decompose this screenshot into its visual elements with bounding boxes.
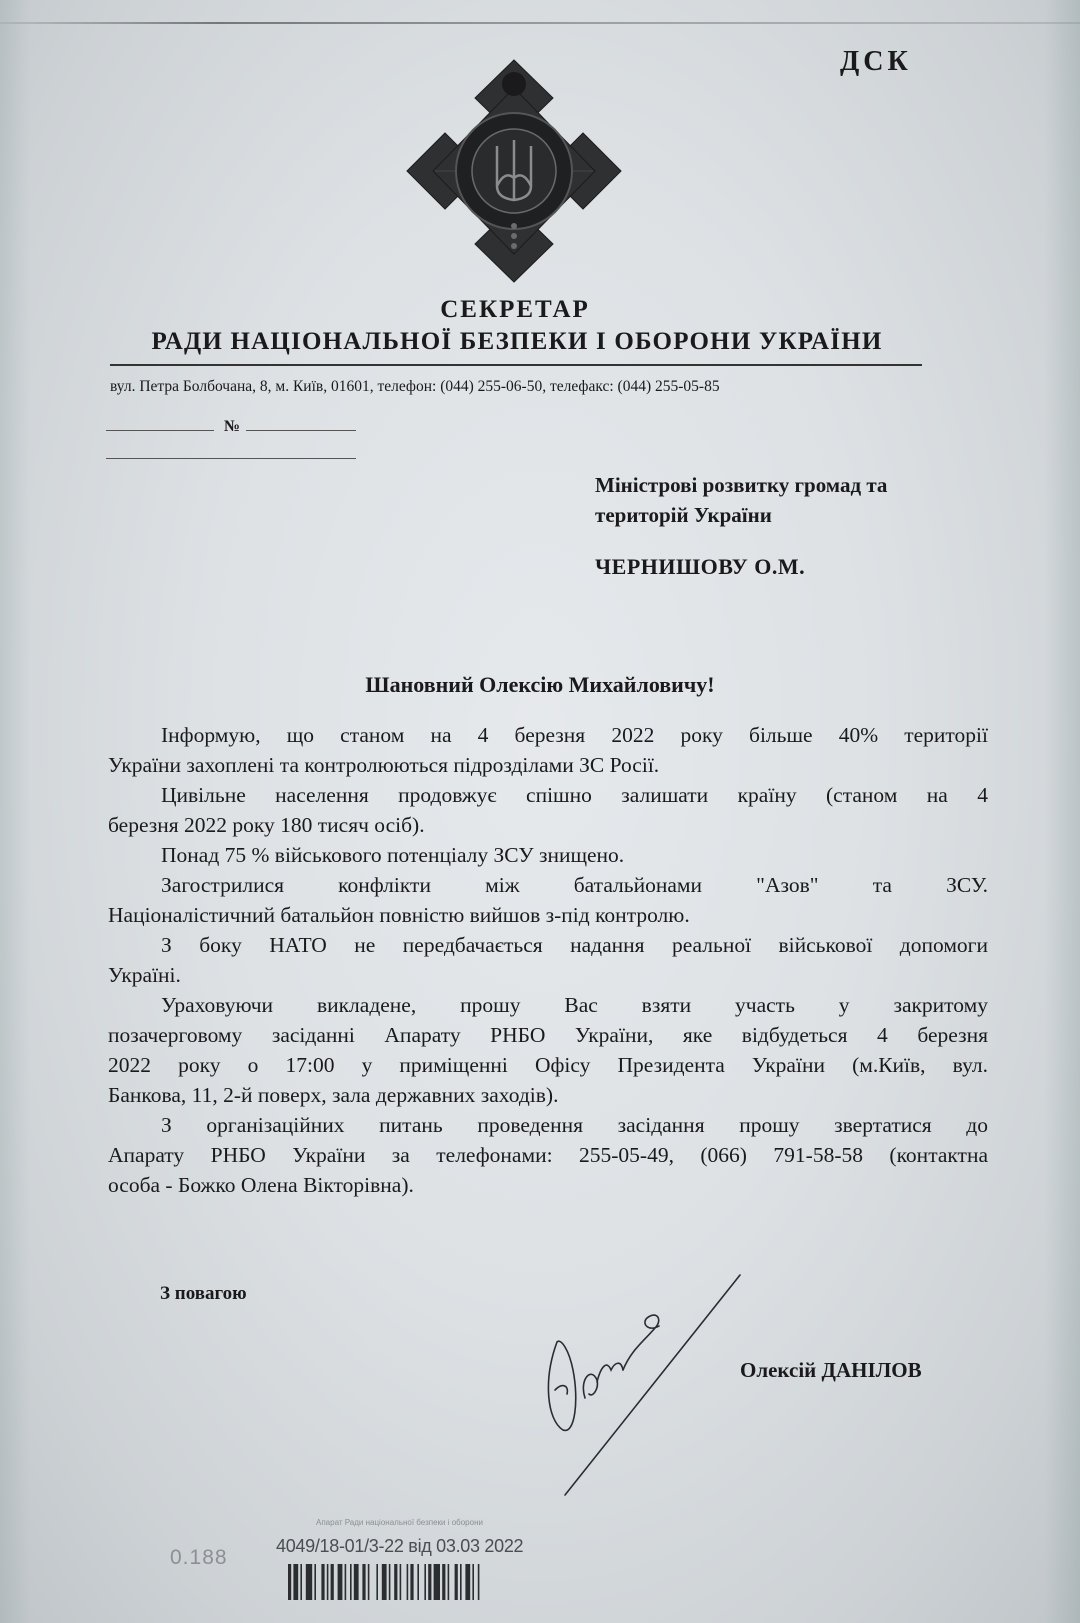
barcode-bar: [354, 1564, 359, 1600]
paragraph: [108, 930, 988, 990]
barcode-bar: [293, 1564, 298, 1600]
paragraph: [108, 870, 988, 930]
barcode-bar: [478, 1564, 480, 1600]
paragraph: [108, 780, 988, 840]
salutation: Шановний Олексію Михайловичу!: [365, 672, 715, 697]
barcode-bar: [350, 1564, 352, 1600]
header-rule: [110, 364, 922, 366]
recipient-line-2: територій України: [595, 503, 772, 527]
barcode-bar: [288, 1564, 291, 1600]
recipient-name: ЧЕРНИШОВУ О.М.: [595, 554, 806, 579]
body-line: особа - Божко Олена Вікторівна).: [108, 1173, 414, 1197]
body-line: позачерговому засіданні Апарату РНБО України, яке відбудеться 4 березня: [108, 1023, 988, 1047]
barcode-bar: [434, 1564, 440, 1600]
sender-title: СЕКРЕТАР: [440, 296, 590, 323]
paper-right-shadow: [1044, 0, 1080, 1623]
body-line: Інформую, що станом на 4 березня 2022 року більше 40% території: [161, 723, 988, 747]
classification-mark: ДСК: [840, 46, 912, 77]
barcode-bar: [417, 1564, 419, 1600]
barcode-bar: [448, 1564, 450, 1600]
paragraph: [108, 1110, 988, 1200]
barcode-bar: [382, 1564, 387, 1600]
barcode-bar: [327, 1564, 329, 1600]
barcode-bar: [362, 1564, 365, 1600]
barcode-icon: [280, 1562, 565, 1602]
barcode-bar: [400, 1564, 402, 1600]
closing-regards: З повагою: [160, 1283, 247, 1304]
barcode-bar: [465, 1564, 470, 1600]
barcode-bar: [442, 1564, 445, 1600]
recipient-line-1: Міністрові розвитку громад та: [595, 473, 888, 497]
body-line: 2022 року о 17:00 у приміщенні Офісу Президента України (м.Київ, вул.: [108, 1053, 988, 1077]
recipient-position: [595, 470, 887, 530]
body-line: Україні.: [108, 963, 181, 987]
stamp-number: 0.188: [170, 1546, 228, 1569]
barcode-bar: [424, 1564, 426, 1600]
sender-organization: РАДИ НАЦІОНАЛЬНОЇ БЕЗПЕКИ І ОБОРОНИ УКРАЇНИ: [151, 328, 883, 355]
emblem-icon: [405, 58, 623, 284]
signer-name: Олексій ДАНІЛОВ: [740, 1358, 922, 1382]
stamp-organization: Апарат Ради національної безпеки і оборони: [316, 1518, 483, 1527]
barcode-bar: [428, 1564, 431, 1600]
body-line: України захоплені та контролюються підрозділами ЗС Росії.: [108, 753, 660, 777]
barcode-bar: [389, 1564, 391, 1600]
body-line: Апарату РНБО України за телефонами: 255-05-49, (066) 791-58-58 (контактна: [108, 1143, 988, 1167]
signature-icon: [545, 1270, 785, 1500]
paper-left-shadow: [0, 0, 30, 1623]
barcode-bar: [314, 1564, 316, 1600]
reg-number-label: №: [224, 418, 241, 435]
barcode-bar: [460, 1564, 462, 1600]
barcode-bar: [407, 1564, 409, 1600]
body-line: березня 2022 року 180 тисяч осіб).: [108, 813, 425, 837]
barcode-bar: [472, 1564, 474, 1600]
barcode-bar: [368, 1564, 370, 1600]
stamp-registration: 4049/18-01/3-22 від 03.03 2022: [276, 1536, 524, 1556]
body-line: Націоналістичний батальйон повністю вийшов з-під контролю.: [108, 903, 690, 927]
body-line: Банкова, 11, 2-й поверх, зала державних заходів).: [108, 1083, 559, 1107]
barcode-bar: [306, 1564, 312, 1600]
sender-address: вул. Петра Болбочана, 8, м. Київ, 01601, телефон: (044) 255-06-50, телефакс: (044) 255-05-85: [110, 378, 720, 395]
barcode-bar: [376, 1564, 378, 1600]
barcode-bar: [331, 1564, 334, 1600]
body-line: З боку НАТО не передбачається надання реальної військової допомоги: [161, 933, 988, 957]
body-line: Цивільне населення продовжує спішно залишати країну (станом на 4: [161, 783, 988, 807]
body-line: З організаційних питань проведення засідання прошу звертатися до: [161, 1113, 988, 1137]
body-line: Понад 75 % військового потенціалу ЗСУ знищено.: [161, 843, 625, 867]
barcode-bar: [394, 1564, 397, 1600]
body-line: Ураховуючи викладене, прошу Вас взяти участь у закритому: [161, 993, 988, 1017]
barcode-bar: [321, 1564, 324, 1600]
reg-reference-line: [106, 458, 356, 459]
paragraph: [108, 720, 988, 780]
barcode-bar: [345, 1564, 347, 1600]
reg-date-line: [106, 430, 214, 431]
barcode-bar: [300, 1564, 302, 1600]
body-line: Загострилися конфлікти між батальйонами "Азов" та ЗСУ.: [161, 873, 988, 897]
paper-top-edge: [0, 22, 1080, 24]
reg-number-line: [246, 430, 356, 431]
paragraph: [108, 990, 988, 1110]
barcode-bar: [338, 1564, 343, 1600]
barcode-bar: [455, 1564, 458, 1600]
paragraph: [108, 840, 988, 870]
barcode-bar: [410, 1564, 413, 1600]
letter-body: [108, 720, 988, 1200]
